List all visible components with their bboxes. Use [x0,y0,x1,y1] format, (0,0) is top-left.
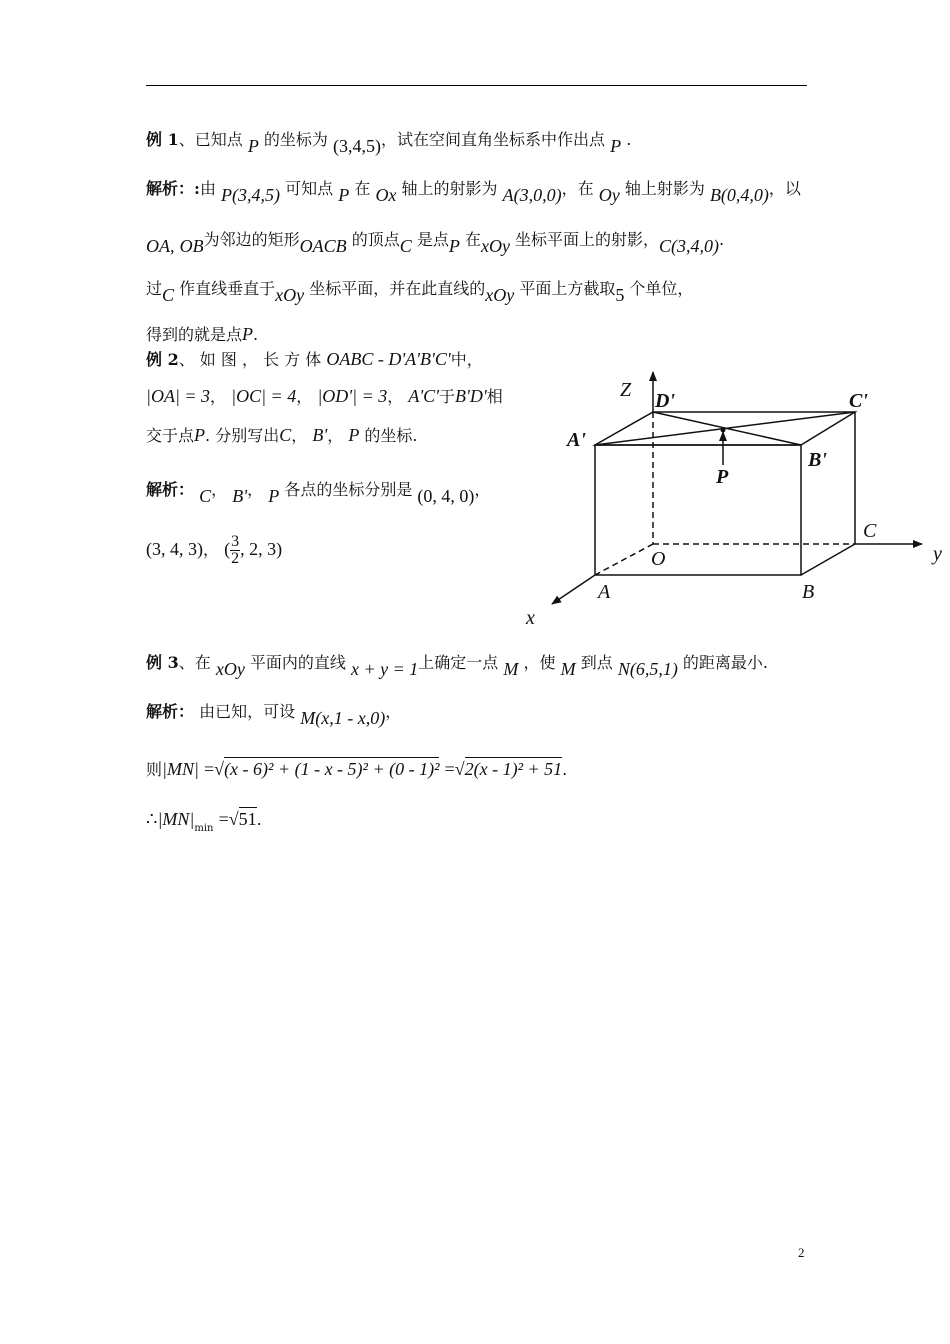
label-A1: A' [567,429,586,451]
edge-BC [801,544,855,575]
text: 由 [199,179,216,198]
math: |MN| [162,759,199,779]
text: 可知点 [285,179,334,198]
math: B(0,4,0) [709,185,769,205]
text: 的顶点 [351,230,400,249]
text: . [626,130,632,149]
math: P [242,324,254,344]
math-radicand: 51 [238,809,257,829]
text: 坐标平面，并在此直线的 [309,279,486,298]
math: = [218,809,229,829]
math: |MN| [157,809,195,829]
math: |OC| = 4 [231,386,297,406]
math: |OA| = 3 [146,386,211,406]
text: ， [327,426,344,445]
text: ，试在空间直角坐标系中作出点 [381,130,606,149]
example-1-label: 例 1 [146,130,179,149]
text: ， [247,480,264,499]
header-rule [146,85,807,86]
solution-1-line-1 [146,177,801,205]
label-O: O [651,548,666,570]
math: P(3,4,5) [221,185,281,205]
text: ， [211,480,228,499]
text: 坐标平面上的射影， [515,230,660,249]
example-2-line-2 [146,385,503,408]
label-C: C [863,520,877,542]
solution-label: 解析 [146,480,179,499]
text: 相 [486,387,503,406]
text: 平面内的直线 [249,653,346,672]
text: . [562,760,568,779]
text: ，使 [523,653,556,672]
label-D1: D' [655,390,675,412]
fraction-numerator: 3 [231,533,240,550]
text: 分别写出 [215,426,280,445]
text: 得到的就是点 [146,325,243,344]
solution-3-line-3: $\therefore|MN|_{min} =√51$. [146,809,262,834]
example-3-line [146,651,768,679]
solution-2-line-2 [146,534,282,567]
math: Oy [598,185,620,205]
math: A'C' [408,386,440,406]
math: C(3,4,0) [659,236,720,256]
text: 、已知点 [178,130,243,149]
text: . [256,810,262,829]
math: ( [224,539,231,559]
hidden-edge-OA [595,544,653,575]
math: OACB [299,236,347,256]
text: ： [178,480,195,499]
math: x + y = 1 [351,659,419,679]
math: B' [232,486,248,506]
math: P [194,425,206,445]
text: ：: [178,179,200,198]
example-2-label: 例 2 [146,350,179,369]
text: ， [474,480,491,499]
text: . [719,230,725,249]
math: = [444,759,455,779]
math: P [268,486,280,506]
text: ， [387,387,404,406]
example-2-line-1 [146,348,483,371]
text: ， [291,426,308,445]
text: 各点的坐标分别是 [284,480,413,499]
text: . [205,426,211,445]
text: 是点 [416,230,449,249]
text: 于 [439,387,456,406]
math: 5 [615,285,625,305]
text: ， [385,702,402,721]
solution-3-line-2: 则|MN| =√(x - 6)² + (1 - x - 5)² + (0 - 1)² =√2(x - 1)² + 51. [146,759,568,779]
fraction-denominator: 2 [231,550,240,567]
math: (0, 4, 0) [417,486,475,506]
text: 的坐标为 [263,130,328,149]
math: C [399,236,412,256]
solution-label: 解析 [146,702,179,721]
text: 、在 [178,653,211,672]
math: M [560,659,576,679]
text: ，在 [561,179,594,198]
label-B: B [802,581,815,603]
text: 由已知，可设 [199,702,296,721]
math: OB [179,236,204,256]
label-y: y [933,543,942,565]
math: xOy [215,659,245,679]
text: 轴上的射影为 [401,179,498,198]
math-coord: (3,4,5) [333,136,382,156]
math: P [348,425,360,445]
math-P: P [610,136,622,156]
math: C [199,486,212,506]
text: 在 [354,179,371,198]
diagonal-B1D1 [653,412,801,445]
text: 的坐标. [364,426,418,445]
text: 的距离最小. [682,653,768,672]
text: 上确定一点 [418,653,499,672]
text: 、 如 图 ， 长 方 体 [178,350,322,369]
text: ，以 [768,179,801,198]
text: 则 [146,760,163,779]
page-number: 2 [798,1245,805,1260]
text: 个单位， [629,279,694,298]
label-Z: Z [620,379,632,401]
cuboid-figure [520,362,948,632]
math: xOy [275,285,305,305]
solution-1-line-3 [146,277,694,305]
x-axis [552,575,595,604]
math: A(3,0,0) [502,185,562,205]
point-P [721,428,726,433]
text: 为邻边的矩形 [203,230,300,249]
solution-2-line-1 [146,478,491,506]
text: 作直线垂直于 [179,279,276,298]
label-P: P [716,466,729,488]
math: (3, 4, 3) [146,539,203,559]
text: ， [210,387,227,406]
text: ， [203,540,220,559]
label-C1: C' [849,390,868,412]
text: ： [178,702,195,721]
label-A: A [598,581,611,603]
math: B' [312,425,328,445]
math: N(6,5,1) [617,659,678,679]
solution-label: 解析 [146,179,179,198]
math: OABC - D'A'B'C' [326,349,451,369]
math: , 2, 3) [240,539,283,559]
solution-1-line-4 [146,323,258,346]
math: OA, [146,236,175,256]
text: 交于点 [146,426,195,445]
text: . [253,325,259,344]
text: 中， [450,350,483,369]
solution-3-line-1 [146,700,402,728]
math: M [503,659,519,679]
math: xOy [485,285,515,305]
label-x: x [526,607,535,629]
solution-1-line-2 [146,228,725,256]
example-3-label: 例 3 [146,653,179,672]
text: 在 [464,230,481,249]
math-radicand: 2(x - 1)² + 51 [464,759,563,779]
label-B1: B' [808,449,827,471]
text: 轴上射影为 [624,179,705,198]
math: M(x,1 - x,0) [300,708,386,728]
math: Ox [375,185,397,205]
therefore-symbol: ∴ [146,809,158,829]
text: 到点 [580,653,613,672]
text: ， [296,387,313,406]
math-radicand: (x - 6)² + (1 - x - 5)² + (0 - 1)² [224,759,440,779]
math-subscript: min [194,823,214,834]
math: = [204,759,215,779]
math: B'D' [455,386,487,406]
math-P: P [247,136,259,156]
example-1-line [146,128,632,156]
math: |OD'| = 3 [317,386,388,406]
math: C [162,285,175,305]
math: xOy [480,236,510,256]
front-face [595,445,801,575]
fraction [230,534,240,567]
math: C [279,425,292,445]
math: P [448,236,460,256]
example-2-line-3 [146,424,418,447]
math: P [338,185,350,205]
text: 平面上方截取 [519,279,616,298]
text: 过 [146,279,163,298]
